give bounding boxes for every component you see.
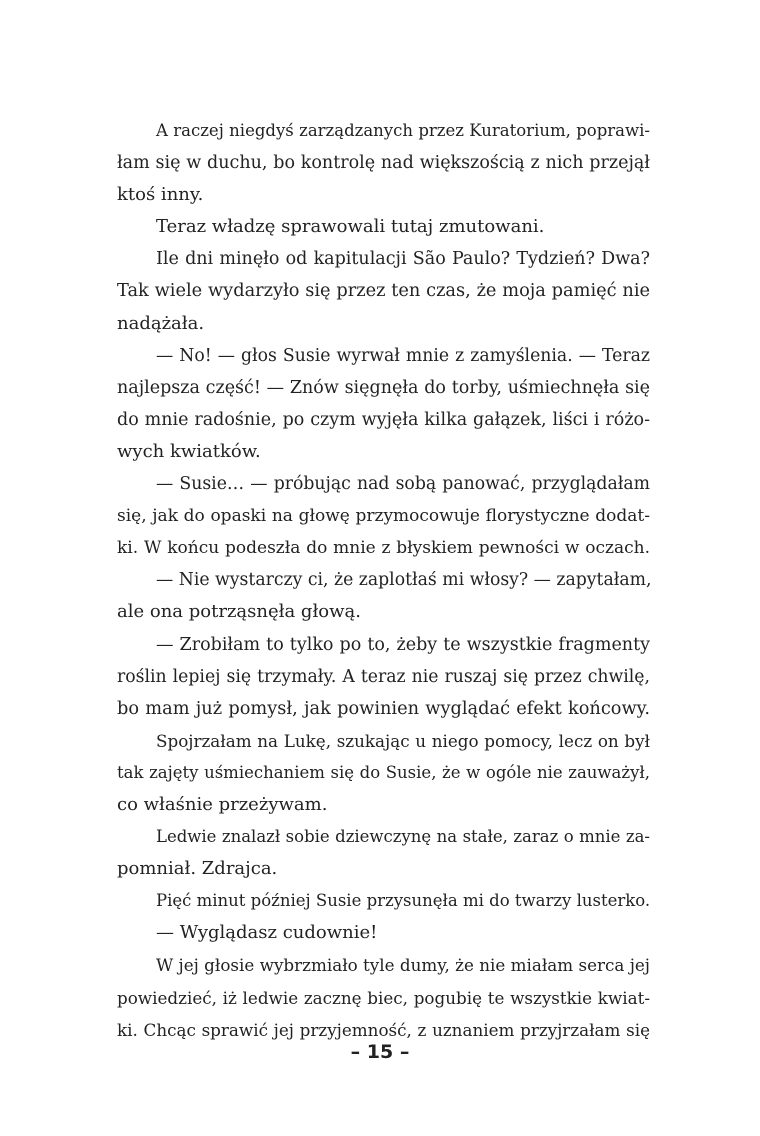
text-line: roślin lepiej się trzymały. A teraz nie ruszaj się przez chwilę, <box>117 666 650 687</box>
text-line: — Wyglądasz cudownie! <box>156 922 378 944</box>
text-line: Spojrzałam na Lukę, szukając u niego pomocy, lecz on był <box>156 730 650 751</box>
text-line: tak zajęty uśmiechaniem się do Susie, że w ogóle nie zauważył, <box>117 762 650 782</box>
text-line: wych kwiatków. <box>117 440 261 462</box>
text-line: do mnie radośnie, po czym wyjęła kilka gałązek, liści i różo- <box>117 409 650 430</box>
text-line: — Susie… — próbując nad sobą panować, przyglądałam <box>156 474 650 495</box>
text-line: — Nie wystarczy ci, że zaplotłaś mi włosy? — zapytałam, <box>156 570 652 591</box>
text-line: bo mam już pomysł, jak powinien wyglądać efekt końcowy. <box>117 698 650 719</box>
text-line: ktoś inny. <box>117 184 204 206</box>
text-line: nadążała. <box>117 312 205 334</box>
text-line: Tak wiele wydarzyło się przez ten czas, że moja pamięć nie <box>117 281 650 302</box>
page-number: – 15 – <box>350 1041 410 1063</box>
text-line: powiedzieć, iż ledwie zacznę biec, pogubię te wszystkie kwiat- <box>117 987 650 1008</box>
text-line: ki. W końcu podeszła do mnie z błyskiem pewności w oczach. <box>117 538 650 559</box>
text-line: pomniał. Zdrajca. <box>117 858 278 880</box>
text-line: najlepsza część! — Znów sięgnęła do torby, uśmiechnęła się <box>117 377 650 398</box>
text-line: A raczej niegdyś zarządzanych przez Kuratorium, poprawi- <box>156 121 650 140</box>
text-line: Ile dni minęło od kapitulacji São Paulo? Tydzień? Dwa? <box>156 249 650 270</box>
text-line: ale ona potrząsnęła głową. <box>117 601 361 623</box>
text-line: się, jak do opaski na głowę przymocowuje florystyczne dodat- <box>117 506 650 527</box>
body-text <box>117 115 650 1046</box>
text-line: W jej głosie wybrzmiało tyle dumy, że nie miałam serca jej <box>156 955 650 976</box>
text-line: co właśnie przeżywam. <box>117 793 328 815</box>
text-line: łam się w duchu, bo kontrolę nad większością z nich przejął <box>117 153 650 174</box>
text-line: ki. Chcąc sprawić jej przyjemność, z uznaniem przyjrzałam się <box>117 1019 650 1040</box>
text-line: Pięć minut później Susie przysunęła mi do twarzy lusterko. <box>156 891 651 911</box>
text-line: Ledwie znalazł sobie dziewczynę na stałe, zaraz o mnie za- <box>156 827 650 847</box>
text-line: — No! — głos Susie wyrwał mnie z zamyślenia. — Teraz <box>156 345 650 366</box>
text-line: — Zrobiłam to tylko po to, żeby te wszystkie fragmenty <box>156 634 650 655</box>
text-line: Teraz władzę sprawowali tutaj zmutowani. <box>156 216 545 238</box>
